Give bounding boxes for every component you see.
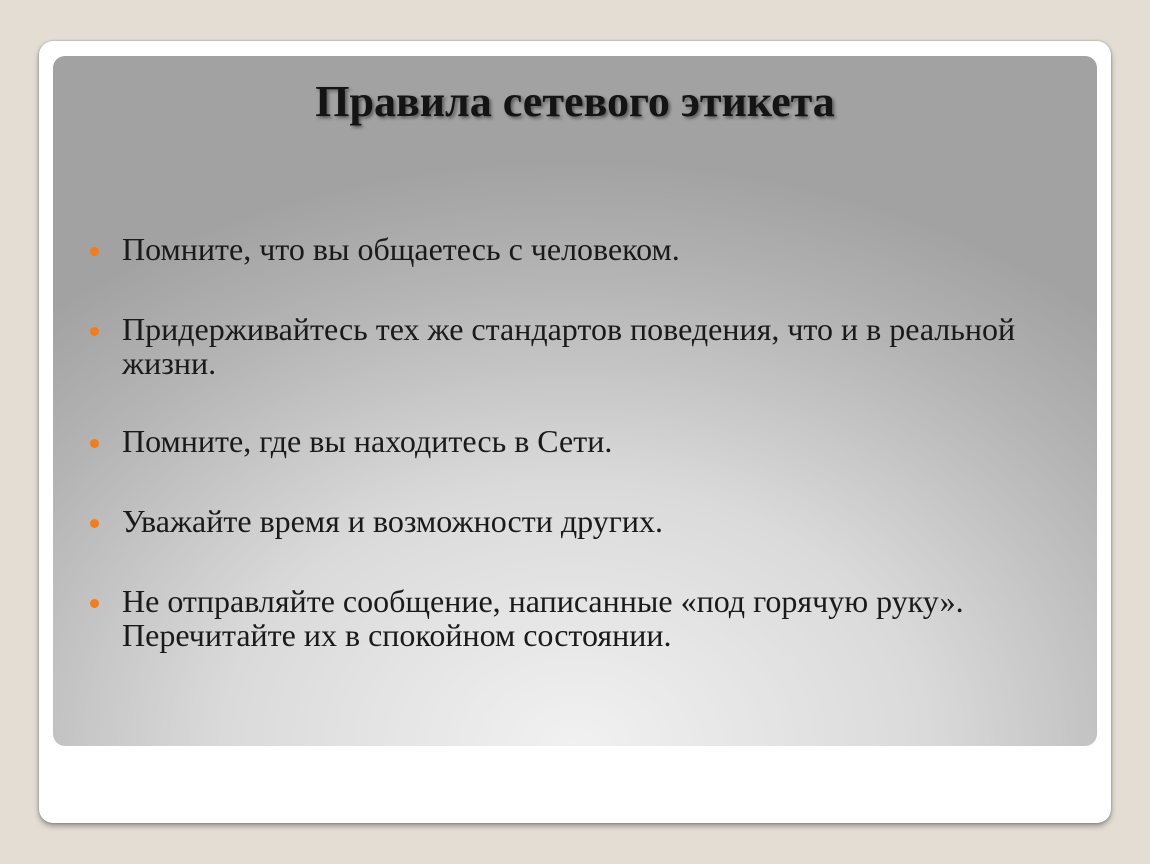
list-item (90, 232, 1080, 266)
list-item (90, 424, 1080, 458)
bullet-dot-icon (90, 599, 99, 608)
bullet-text: Помните, что вы общаетесь с человеком. (122, 231, 680, 267)
bullet-text: Помните, где вы находитесь в Сети. (122, 423, 613, 459)
bullet-text: Придерживайтесь тех же стандартов поведения, что и в реальной жизни. (122, 311, 1016, 381)
bullet-list (90, 232, 1080, 698)
bullet-text: Уважайте время и возможности других. (122, 503, 663, 539)
list-item (90, 584, 1080, 652)
bullet-text: Не отправляйте сообщение, написанные «под горячую руку». Перечитайте их в спокойном состоянии. (122, 583, 964, 653)
bullet-dot-icon (90, 327, 99, 336)
bullet-dot-icon (90, 247, 99, 256)
list-item (90, 312, 1080, 380)
slide-title: Правила сетевого этикета (315, 77, 835, 126)
list-item (90, 504, 1080, 538)
bullet-dot-icon (90, 439, 99, 448)
bullet-dot-icon (90, 519, 99, 528)
